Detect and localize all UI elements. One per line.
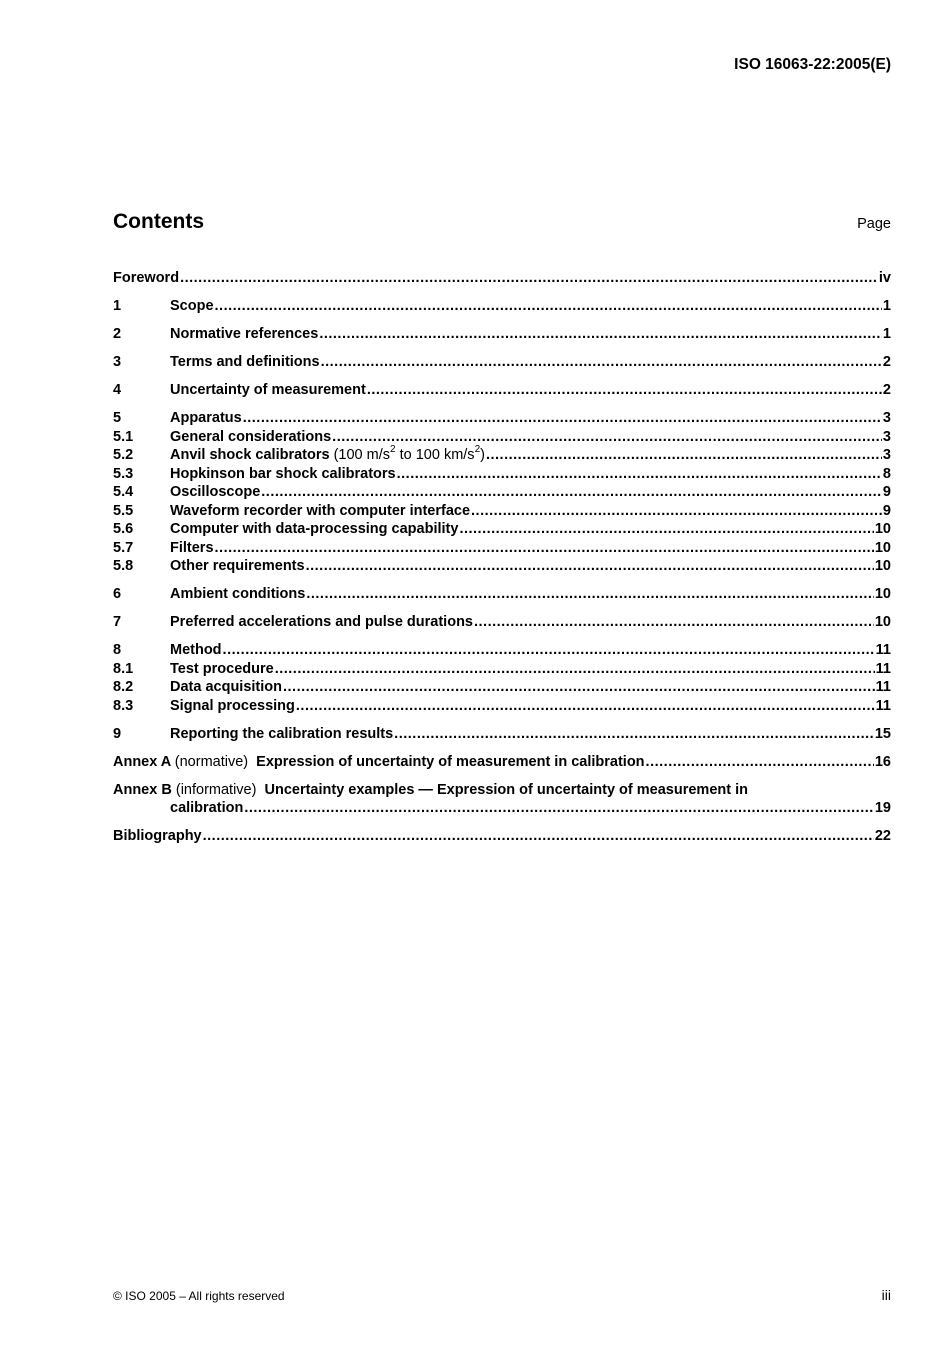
toc-entry-number: 8.1 — [113, 660, 134, 677]
toc-entry-page: 9 — [882, 502, 891, 519]
toc-entry-page: 1 — [882, 298, 891, 314]
toc-entry-number: 5.8 — [113, 558, 134, 574]
toc-leader — [296, 697, 875, 716]
toc-entry-page: 11 — [875, 642, 891, 658]
footer-copyright: © ISO 2005 – All rights reserved — [113, 1289, 285, 1303]
toc-entry-filters[interactable] — [113, 539, 891, 558]
toc-entry-foreword[interactable] — [113, 269, 891, 288]
toc-entry-title: Preferred accelerations and pulse durations — [170, 614, 473, 630]
toc-entry-page: 10 — [874, 586, 891, 602]
toc-entry-data-acquisition[interactable] — [113, 678, 891, 697]
toc-entry-title: Foreword — [113, 270, 180, 286]
contents-title: Contents — [113, 210, 204, 233]
annex-a-type: (normative) — [174, 753, 249, 770]
toc-entry-page: 10 — [874, 614, 891, 630]
toc-entry-title: Signal processing — [170, 697, 295, 714]
toc-entry-number: 6 — [113, 586, 122, 602]
toc-entry-page: 11 — [875, 697, 891, 714]
toc-entry-page: 2 — [882, 354, 891, 370]
toc-entry-preferred-accelerations[interactable] — [113, 613, 891, 632]
annex-a-title: Expression of uncertainty of measurement in calibration — [256, 753, 645, 770]
toc-entry-title: General considerations — [170, 428, 332, 445]
toc-entry-page: 8 — [882, 465, 891, 482]
annex-b-type: (informative) — [175, 781, 257, 798]
table-of-contents — [113, 269, 891, 846]
toc-leader — [332, 428, 882, 447]
toc-entry-number: 5.5 — [113, 502, 134, 519]
toc-entry-page: 11 — [875, 660, 891, 677]
toc-leader — [319, 325, 882, 344]
toc-entry-number: 5.1 — [113, 428, 134, 445]
toc-entry-page: 3 — [882, 428, 891, 445]
toc-entry-title: Data acquisition — [170, 679, 282, 695]
toc-entry-anvil-shock[interactable] — [113, 446, 891, 465]
toc-leader — [321, 353, 882, 372]
toc-leader — [394, 725, 874, 744]
toc-leader — [215, 539, 874, 558]
annex-b-heading — [113, 781, 891, 800]
toc-leader — [275, 660, 875, 679]
toc-entry-method[interactable] — [113, 641, 891, 660]
toc-leader — [306, 557, 874, 576]
doc-id: ISO 16063-22:2005(E) — [734, 56, 891, 73]
toc-entry-number: 5.4 — [113, 484, 134, 500]
toc-entry-number: 2 — [113, 326, 122, 342]
toc-entry-signal-processing[interactable] — [113, 697, 891, 716]
toc-leader — [223, 641, 875, 660]
toc-entry-number: 5.6 — [113, 521, 134, 537]
toc-entry-page: 10 — [874, 558, 891, 574]
toc-entry-title: Waveform recorder with computer interface — [170, 502, 471, 519]
annex-a-label: Annex A — [113, 753, 171, 770]
toc-leader — [474, 613, 874, 632]
toc-entry-title: Test procedure — [170, 660, 274, 677]
toc-leader — [203, 827, 874, 846]
annex-b-title-line1: Uncertainty examples — Expression of uncertainty of measurement in — [264, 781, 748, 798]
toc-entry-general-considerations[interactable] — [113, 428, 891, 447]
annex-a-heading — [113, 753, 645, 772]
toc-entry-title: Ambient conditions — [170, 586, 306, 602]
toc-entry-page: 9 — [882, 484, 891, 500]
toc-entry-title: Reporting the calibration results — [170, 725, 394, 742]
annex-b-label: Annex B — [113, 781, 172, 798]
toc-entry-uncertainty[interactable] — [113, 381, 891, 400]
toc-entry-number: 5 — [113, 410, 122, 426]
toc-entry-page: 15 — [874, 725, 891, 742]
toc-entry-number: 1 — [113, 298, 122, 314]
toc-entry-page: 10 — [874, 521, 891, 537]
toc-entry-bibliography[interactable] — [113, 827, 891, 846]
toc-leader — [261, 483, 882, 502]
toc-entry-title: Oscilloscope — [170, 484, 261, 500]
toc-entry-number: 8 — [113, 642, 122, 658]
toc-leader — [486, 446, 882, 465]
toc-leader — [306, 585, 874, 604]
toc-entry-terms-definitions[interactable] — [113, 353, 891, 372]
toc-entry-page: 3 — [882, 447, 891, 463]
toc-entry-page: 19 — [874, 800, 891, 816]
toc-entry-number: 5.7 — [113, 539, 134, 556]
toc-entry-title: Normative references — [170, 326, 319, 342]
toc-leader — [459, 520, 873, 539]
toc-entry-test-procedure[interactable] — [113, 660, 891, 679]
annex-b-continuation — [113, 799, 891, 818]
range-sup-1: 2 — [390, 444, 396, 456]
toc-entry-title-wrap — [170, 446, 485, 465]
toc-entry-title: Bibliography — [113, 828, 202, 844]
toc-entry-number: 4 — [113, 382, 122, 398]
range-part-c: ) — [480, 447, 485, 463]
toc-entry-page: 22 — [874, 828, 891, 844]
toc-entry-title: Other requirements — [170, 558, 305, 574]
toc-entry-number: 8.2 — [113, 679, 134, 695]
toc-entry-page: 11 — [875, 679, 891, 695]
toc-entry-title: Filters — [170, 539, 214, 556]
toc-entry-title: Computer with data-processing capability — [170, 521, 459, 537]
toc-leader — [180, 269, 878, 288]
toc-entry-page: 3 — [882, 410, 891, 426]
range-part-a: (100 m/s — [333, 447, 391, 463]
toc-entry-normative-references[interactable] — [113, 325, 891, 344]
toc-entry-page: 2 — [882, 382, 891, 398]
range-sup-2: 2 — [474, 444, 481, 456]
toc-entry-reporting[interactable] — [113, 725, 891, 744]
toc-entry-number: 5.3 — [113, 465, 134, 482]
toc-entry-apparatus[interactable] — [113, 409, 891, 428]
toc-entry-title: Scope — [170, 298, 214, 314]
page-column-label: Page — [857, 216, 891, 232]
toc-entry-title: Hopkinson bar shock calibrators — [170, 465, 396, 482]
toc-entry-title: Terms and definitions — [170, 354, 320, 370]
toc-entry-title: Uncertainty of measurement — [170, 382, 366, 398]
toc-entry-page: iv — [878, 270, 891, 286]
toc-entry-scope[interactable] — [113, 297, 891, 316]
toc-entry-title: Anvil shock calibrators — [170, 447, 330, 463]
toc-leader — [471, 502, 882, 521]
toc-entry-number: 5.2 — [113, 447, 134, 463]
toc-leader — [397, 465, 882, 484]
toc-leader — [283, 678, 875, 697]
toc-leader — [243, 409, 882, 428]
toc-leader — [244, 799, 874, 818]
toc-entry-title: Method — [170, 642, 222, 658]
toc-entry-range — [333, 444, 485, 463]
toc-entry-hopkinson[interactable] — [113, 465, 891, 484]
toc-leader — [646, 753, 874, 772]
toc-entry-annex-a[interactable] — [113, 753, 891, 772]
toc-entry-number: 3 — [113, 354, 122, 370]
toc-entry-title: Apparatus — [170, 410, 242, 426]
toc-entry-oscilloscope[interactable] — [113, 483, 891, 502]
toc-entry-page: 1 — [882, 326, 891, 342]
toc-entry-page: 10 — [874, 539, 891, 556]
toc-entry-number: 8.3 — [113, 697, 134, 714]
footer-page-number: iii — [881, 1287, 891, 1303]
toc-entry-waveform-recorder[interactable] — [113, 502, 891, 521]
toc-entry-number: 9 — [113, 725, 122, 742]
annex-b-title-line2: calibration — [170, 800, 244, 816]
toc-entry-page: 16 — [874, 753, 891, 770]
toc-entry-number: 7 — [113, 614, 122, 630]
range-part-b: to 100 km/s — [395, 447, 475, 463]
toc-entry-computer[interactable] — [113, 520, 891, 539]
toc-entry-other-requirements[interactable] — [113, 557, 891, 576]
toc-entry-ambient[interactable] — [113, 585, 891, 604]
toc-leader — [367, 381, 882, 400]
toc-entry-annex-b[interactable] — [113, 781, 891, 818]
toc-leader — [215, 297, 882, 316]
